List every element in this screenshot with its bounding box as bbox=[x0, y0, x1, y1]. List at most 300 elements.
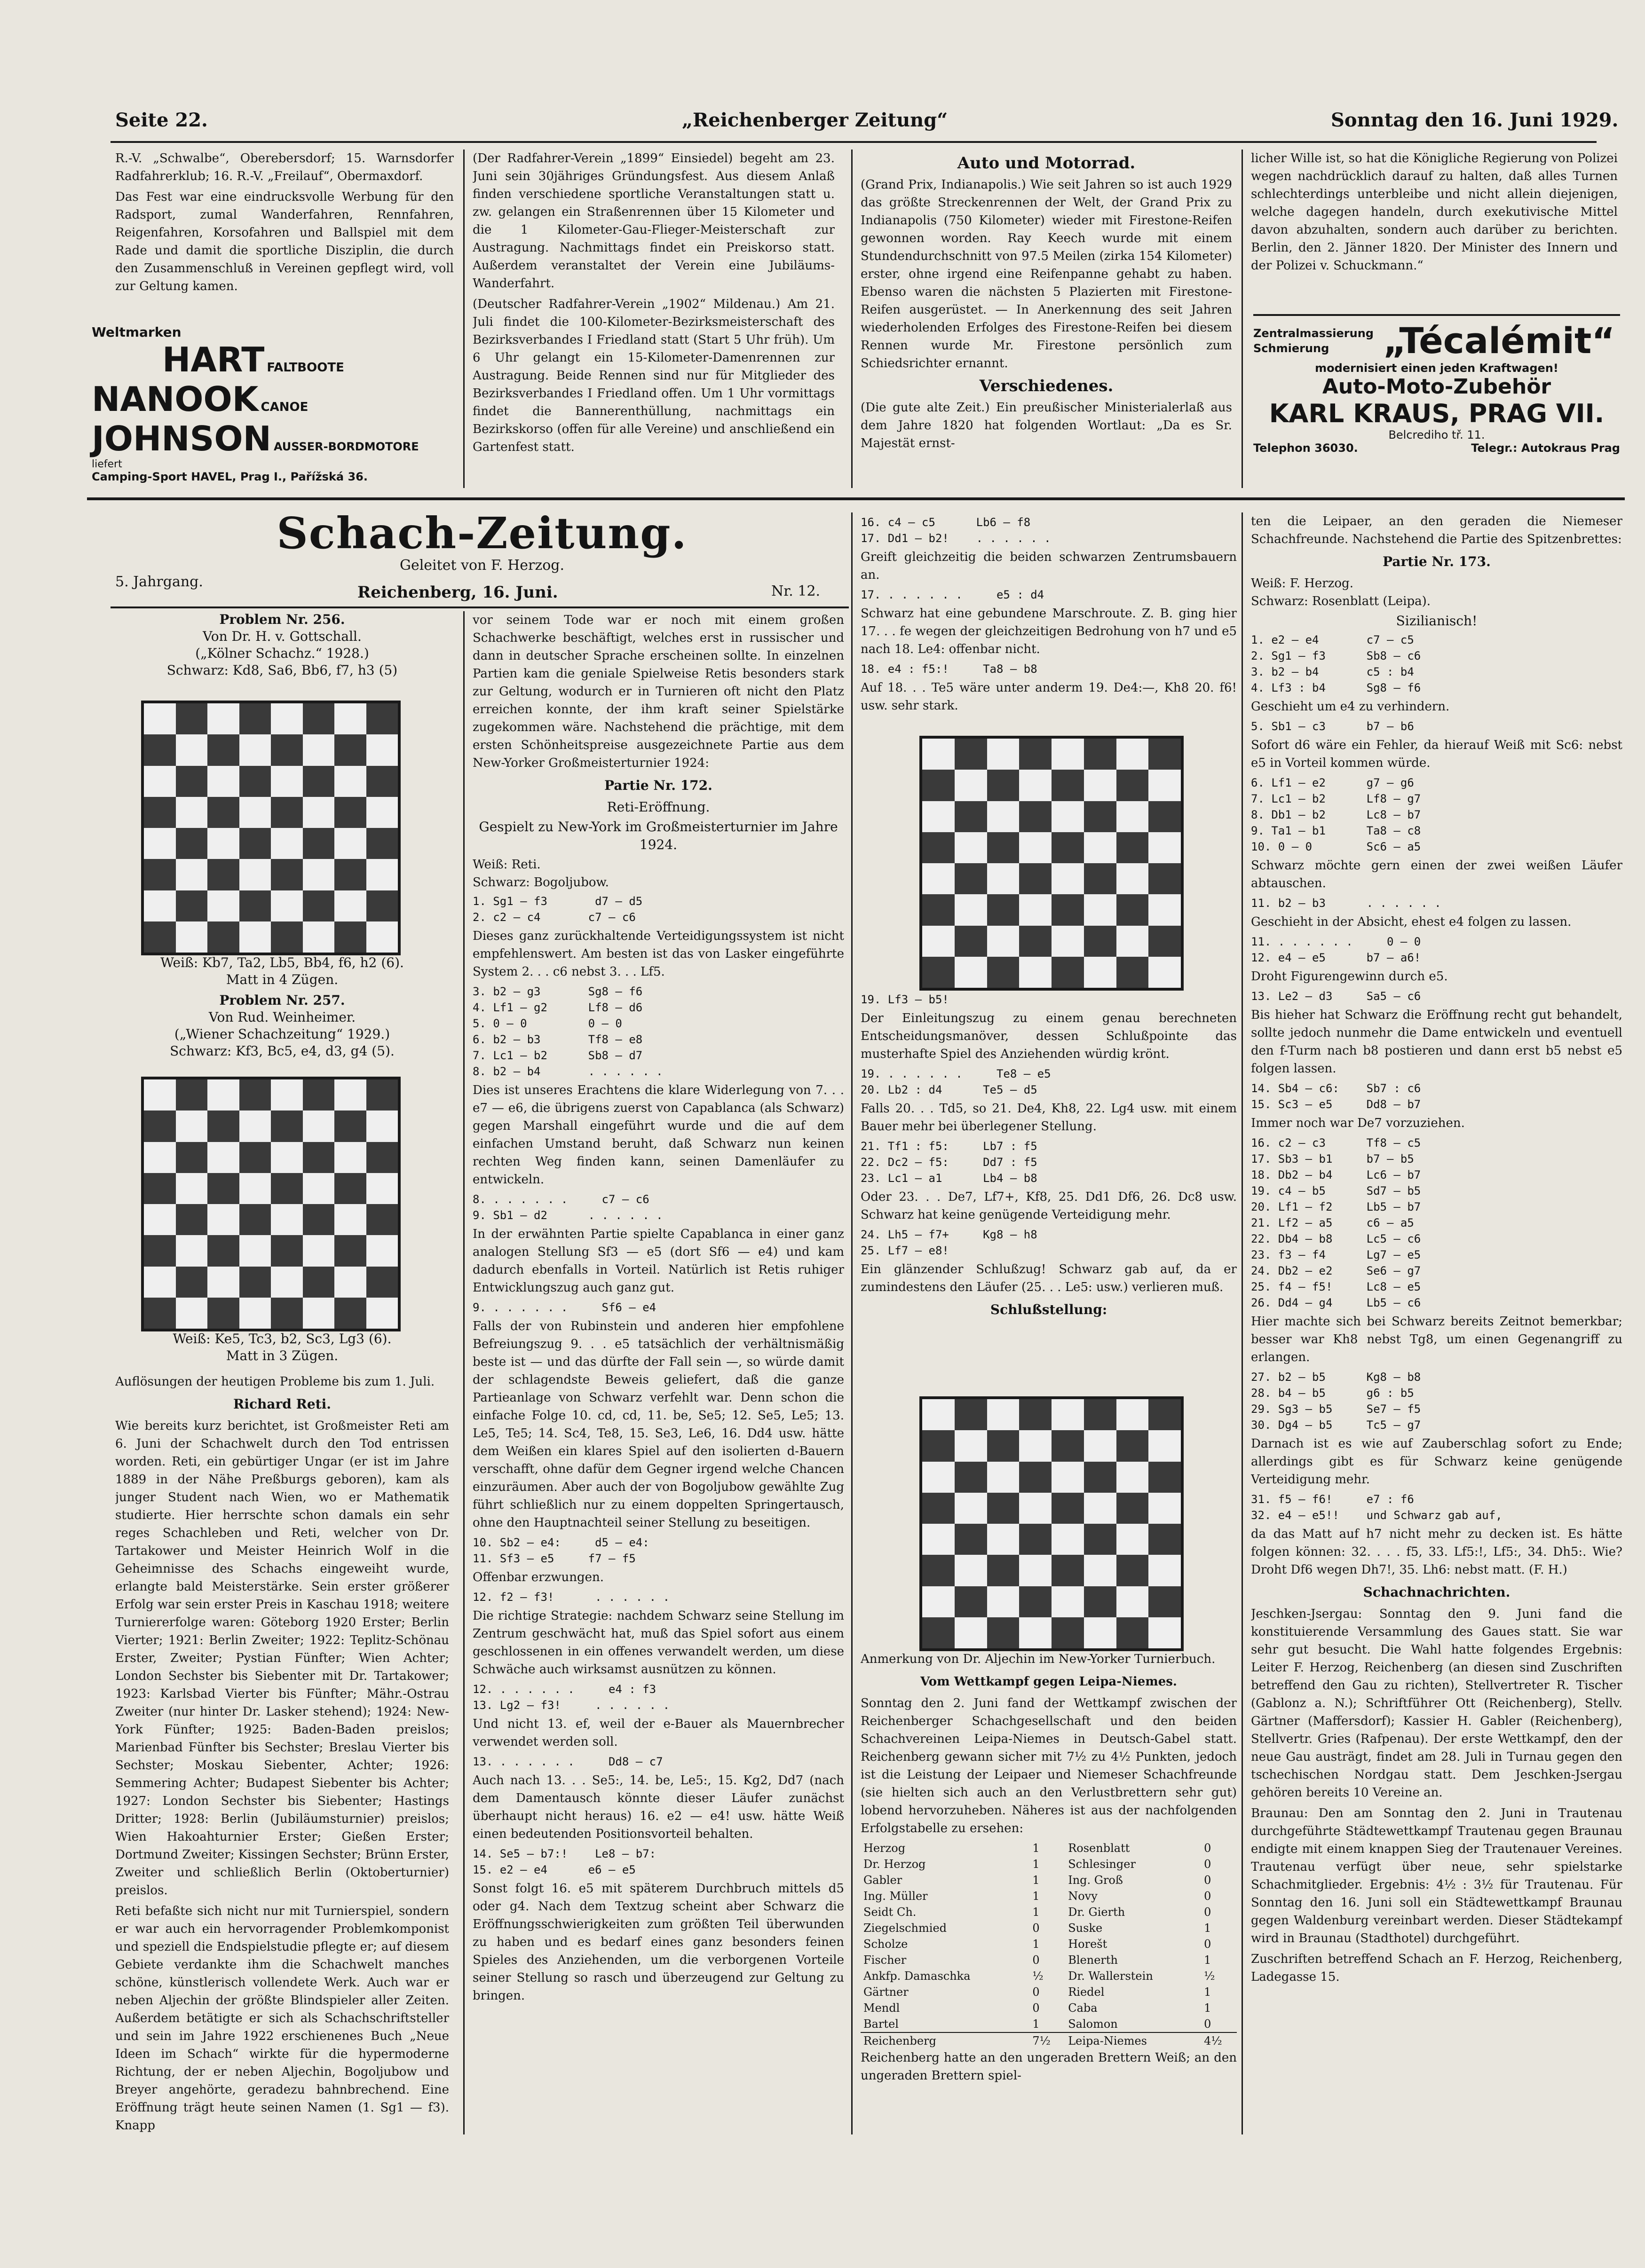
board-square bbox=[987, 1524, 1020, 1555]
board-square bbox=[239, 797, 271, 828]
board-square bbox=[334, 1079, 366, 1110]
note: Oder 23. . . De7, Lf7+, Kf8, 25. Dd1 Df6, 26. Dc8 usw. Schwarz hat keine genügende Verteidigung mehr. bbox=[861, 1190, 1237, 1222]
moves: 19. . . . . . . Te8 — e5 20. Lb2 : d4 Te5 — d5 bbox=[861, 1067, 1051, 1096]
result-cell: 1 bbox=[1204, 1922, 1211, 1935]
solutions-note: Auflösungen der heutigen Probleme bis zum 1. Juli. bbox=[115, 1375, 435, 1389]
board-square bbox=[334, 921, 366, 953]
paragraph: Jeschken-Jsergau: Sonntag den 9. Juni fand die konstituierende Versammlung des Gaues statt. Sie war sehr gut besucht. Die Wahl hatte folgendes Ergebnis: Leiter F. Herzog, Reichenberg (an diesen sind Zuschriften betreffend den Gau zu richten), Stellvertreter R. Tischer (Gablonz a. N.); Schriftführer Ott (Reichenberg), Stellv. Gärtner (Maffersdorf); Kassier H. Gabler (Reichenberg), Stellvertr. Gries (Rafpenau). Der erste Wettkampf, den der neue Gau austrägt, findet am 28. Juli in Turnau gegen den tschechischen Nordgau statt. Dem Jeschken-Jsergau gehören bereits 10 Vereine an. bbox=[1251, 1607, 1622, 1800]
moves: 9. . . . . . . Sf6 — e4 bbox=[473, 1301, 656, 1314]
board-square bbox=[176, 921, 208, 953]
board-square bbox=[207, 797, 239, 828]
note: da das Matt auf h7 nicht mehr zu decken ist. Es hätte folgen können: 32. . . . f5, 33. Lf5:!, Lf5:, 34. Dh5:. Wie? Droht Df6 wegen Dh7!, 35. Lh6: nebst matt. (F. H.) bbox=[1251, 1527, 1622, 1577]
board-square bbox=[922, 1493, 955, 1524]
board-square bbox=[1052, 1493, 1084, 1524]
board-square bbox=[987, 1617, 1020, 1648]
board-square bbox=[1148, 1462, 1181, 1493]
ad-line: KARL KRAUS, PRAG VII. bbox=[1269, 399, 1605, 428]
board-square bbox=[239, 1235, 271, 1266]
partie-172-title: Partie Nr. 172. bbox=[604, 778, 712, 793]
board-square bbox=[144, 1142, 176, 1173]
board-square bbox=[176, 703, 208, 734]
moves: 27. b2 — b5 Kg8 — b8 28. b4 — b5 g6 : b5 29. Sg3 — b5 Se7 — f5 30. Dg4 — b5 Tc5 — g7 bbox=[1251, 1370, 1421, 1432]
note: In der erwähnten Partie spielte Capablanca in einer ganz analogen Stellung Sf3 — e5 (dort Sf6 — e4) und kam dadurch ebenfalls in Vorteil. Natürlich ist Retis ruhiger Entwicklungszug auch ganz gut. bbox=[473, 1227, 844, 1295]
paragraph: ten die Leipaer, an den geraden die Niemeser Schachfreunde. Nachstehend die Partie des Spitzenbrettes: bbox=[1251, 514, 1622, 546]
board-square bbox=[922, 926, 955, 957]
board-square bbox=[922, 894, 955, 925]
note: Darnach ist es wie auf Zauberschlag sofort zu Ende; allerdings gibt es für Schwarz keine genügende Verteidigung mehr. bbox=[1251, 1437, 1622, 1487]
result-cell: ½ bbox=[1204, 1969, 1215, 1983]
board-square bbox=[987, 832, 1020, 863]
paragraph: R.-V. „Schwalbe“, Oberebersdorf; 15. Warnsdorfer Radfahrerklub; 16. R.-V. „Freilauf“, Obermaxdorf. bbox=[115, 151, 454, 183]
board-square bbox=[1116, 894, 1149, 925]
board-square bbox=[987, 1399, 1020, 1430]
misc-heading: Verschiedenes. bbox=[979, 377, 1114, 395]
board-square bbox=[1084, 1399, 1116, 1430]
board-square bbox=[1148, 801, 1181, 832]
chess-title: Schach-Zeitung. bbox=[277, 508, 688, 559]
board-square bbox=[144, 1110, 176, 1142]
board-square bbox=[144, 1267, 176, 1298]
board-square bbox=[176, 828, 208, 859]
moves: 11. b2 — b3 . . . . . . bbox=[1251, 897, 1441, 910]
board-square bbox=[207, 828, 239, 859]
news-heading: Schachnachrichten. bbox=[1363, 1584, 1511, 1600]
chess-number: Nr. 12. bbox=[771, 583, 821, 599]
top-column-2 bbox=[473, 150, 835, 488]
result-cell: Fischer bbox=[863, 1953, 907, 1967]
ad-phone: Telephon 36030. bbox=[1253, 441, 1358, 455]
board-square bbox=[366, 1079, 398, 1110]
result-cell: Ankfp. Damaschka bbox=[863, 1969, 971, 1983]
board-square bbox=[987, 1555, 1020, 1586]
ad-telegram: Telegr.: Autokraus Prag bbox=[1471, 441, 1620, 455]
board-square bbox=[1148, 832, 1181, 863]
board-square bbox=[1019, 1617, 1052, 1648]
board-square bbox=[1116, 1430, 1149, 1461]
board-square bbox=[366, 1298, 398, 1329]
board-square bbox=[955, 801, 987, 832]
board-square bbox=[239, 766, 271, 797]
board-square bbox=[271, 859, 303, 890]
ad-line: Zentralmassierung bbox=[1253, 326, 1374, 340]
board-square bbox=[922, 1462, 955, 1493]
result-cell: 0 bbox=[1032, 2001, 1040, 2015]
board-square bbox=[1019, 926, 1052, 957]
board-square bbox=[1084, 1462, 1116, 1493]
column-rule bbox=[851, 150, 853, 488]
chess-column-4 bbox=[1251, 512, 1622, 2134]
board-square bbox=[1019, 770, 1052, 801]
chess-editor: Geleitet von F. Herzog. bbox=[399, 557, 564, 574]
problem-title: Problem Nr. 257. bbox=[219, 992, 345, 1008]
note: Auch nach 13. . . Se5:, 14. be, Le5:, 15. Kg2, Dd7 (nach dem Damentausch könnte dieser Läufer zunächst überhaupt nicht heraus) 16. e2 — e4! usw. hätte Weiß einen bedeutenden Positionsvorteil behalten. bbox=[473, 1773, 844, 1841]
top-column-3 bbox=[861, 150, 1232, 488]
board-square bbox=[271, 797, 303, 828]
board-square bbox=[239, 1173, 271, 1204]
board-square bbox=[955, 770, 987, 801]
moves: 11. . . . . . . 0 — 0 12. e4 — e5 b7 — a6! bbox=[1251, 935, 1421, 964]
moves: 16. c2 — c3 Tf8 — c5 17. Sb3 — b1 b7 — b5 18. Db2 — b4 Lc6 — b7 19. c4 — b5 Sd7 — b5 20. Lf1 — f2 Lb5 — b7 21. Lf2 — a5 c6 — a5 22. Db4 — b8 Lc5 — c6 23. f3 — f4 Lg7 — e5 24. Db2 — e2 Se6 — g7 25. f4 — f5! Lc8 — e5 26. Dd4 — g4 Lb5 — c6 bbox=[1251, 1136, 1421, 1309]
board-square bbox=[271, 921, 303, 953]
result-cell: Herzog bbox=[863, 1842, 906, 1855]
board-square bbox=[144, 921, 176, 953]
board-square bbox=[271, 1204, 303, 1235]
moves: 1. Sg1 — f3 d7 — d5 2. c2 — c4 c7 — c6 bbox=[473, 895, 643, 924]
board-square bbox=[1052, 863, 1084, 894]
board-square bbox=[1148, 894, 1181, 925]
result-cell: 1 bbox=[1204, 1985, 1211, 1999]
moves: 12. f2 — f3! . . . . . . bbox=[473, 1591, 670, 1604]
board-square bbox=[303, 921, 335, 953]
board-square bbox=[1084, 894, 1116, 925]
result-cell: Ing. Müller bbox=[863, 1890, 928, 1903]
board-square bbox=[207, 1235, 239, 1266]
result-cell: 1 bbox=[1032, 1937, 1040, 1951]
board-square bbox=[1019, 1430, 1052, 1461]
board-square bbox=[1019, 863, 1052, 894]
note: Geschieht in der Absicht, ehest e4 folgen zu lassen. bbox=[1251, 915, 1572, 929]
total-team-b: Leipa-Niemes bbox=[1068, 2034, 1147, 2048]
note: Sonst folgt 16. e5 mit späterem Durchbruch mittels d5 oder g4. Nach dem Textzug scheint aber Schwarz die Eröffnungsschwierigkeiten zum größten Teil überwunden zu haben und es bedarf eines ganz besonders feinen Spieles des Anziehenden, um die verborgenen Vorteile seiner Stellung so rasch und überzeugend zur Geltung zu bringen. bbox=[473, 1882, 844, 2003]
board-square bbox=[207, 1173, 239, 1204]
board-square bbox=[1116, 801, 1149, 832]
result-cell: Suske bbox=[1068, 1922, 1103, 1935]
board-square bbox=[366, 1204, 398, 1235]
board-square bbox=[922, 957, 955, 988]
board-square bbox=[239, 890, 271, 921]
board-square bbox=[987, 894, 1020, 925]
paragraph: Reti befaßte sich nicht nur mit Turnierspiel, sondern er war auch ein hervorragender Problemkomponist und speziell die Endspielstudie pflegte er; auf diesem Gebiete verdankte ihm die Schachwelt manches schöne, künstlerisch vollendete Werk. Auch war er neben Aljechin der größte Blindspieler aller Zeiten. Außerdem betätigte er sich als Schachschriftsteller und sein im Jahre 1922 erschienenes Buch „Neue Ideen im Schach“ wirkte für die hypermoderne Richtung, der er neben Aljechin, Bogoljubow und Breyer angehörte, geradezu bahnbrechend. Eine Eröffnung trägt heute seinen Namen (1. Sg1 — f3). Knapp bbox=[115, 1904, 449, 2133]
board-square bbox=[207, 1267, 239, 1298]
moves: 13. . . . . . . Dd8 — c7 bbox=[473, 1755, 663, 1768]
board-square bbox=[239, 859, 271, 890]
result-cell: 0 bbox=[1032, 1953, 1040, 1967]
result-cell: 1 bbox=[1032, 1858, 1040, 1871]
note: Die richtige Strategie: nachdem Schwarz seine Stellung im Zentrum geschwächt hat, muß das Spiel sofort aus einem geschlossenen in ein offenes verwandelt werden, um diese Schwäche auch wirksamst ausnützen zu können. bbox=[473, 1609, 844, 1677]
board-square bbox=[334, 703, 366, 734]
match-result-row bbox=[861, 2016, 1237, 2032]
paragraph: (Der Radfahrer-Verein „1899“ Einsiedel) begeht am 23. Juni sein 30jähriges Gründungsfest. Aus diesem Anlaß finden verschiedene sportliche Veranstaltungen statt u. zw. gelangen ein Straßenrennen über 15 Kilometer und die 1 Kilometer-Gau-Flieger-Meisterschaft zur Austragung. Nachmittags findet ein Preiskorso statt. Außerdem veranstaltet der Verein eine Jubiläums-Wanderfahrt. bbox=[473, 151, 835, 291]
note: Bis hieher hat Schwarz die Eröffnung recht gut behandelt, sollte jedoch nunmehr die Dame entwickeln und eventuell den f-Turm nach b8 postieren und dann erst b5 nebst e5 folgen lassen. bbox=[1251, 1008, 1622, 1076]
result-cell: Novy bbox=[1068, 1890, 1098, 1903]
moves: 10. Sb2 — e4: d5 — e4: 11. Sf3 — e5 f7 — f5 bbox=[473, 1536, 649, 1565]
board-square bbox=[176, 859, 208, 890]
board-square bbox=[955, 1617, 987, 1648]
partie-172-white: Weiß: Reti. bbox=[473, 858, 541, 872]
ad-liefert: liefert bbox=[92, 458, 122, 470]
note: Und nicht 13. ef, weil der e-Bauer als Mauernbrecher verwendet werden soll. bbox=[473, 1717, 844, 1749]
moves: 21. Tf1 : f5: Lb7 : f5 22. Dc2 — f5: Dd7 : f5 23. Lc1 — a1 Lb4 — b8 bbox=[861, 1140, 1037, 1185]
board-square bbox=[271, 1079, 303, 1110]
issue-date: Sonntag den 16. Juni 1929. bbox=[1331, 109, 1619, 131]
board-square bbox=[922, 801, 955, 832]
board-square bbox=[176, 890, 208, 921]
board-square bbox=[1019, 801, 1052, 832]
board-square bbox=[334, 1267, 366, 1298]
board-square bbox=[366, 890, 398, 921]
board-square bbox=[1019, 832, 1052, 863]
board-square bbox=[207, 766, 239, 797]
board-square bbox=[1052, 957, 1084, 988]
moves: 5. Sb1 — c3 b7 — b6 bbox=[1251, 720, 1414, 733]
board-square bbox=[207, 890, 239, 921]
board-square bbox=[176, 1173, 208, 1204]
board-square bbox=[955, 863, 987, 894]
moves: 18. e4 : f5:! Ta8 — b8 bbox=[861, 662, 1037, 676]
result-cell: 1 bbox=[1204, 1953, 1211, 1967]
match-result-row bbox=[861, 1904, 1237, 1920]
match-result-row bbox=[861, 1888, 1237, 1904]
board-square bbox=[987, 1493, 1020, 1524]
board-square bbox=[303, 1298, 335, 1329]
board-square bbox=[1052, 894, 1084, 925]
board-square bbox=[1084, 1524, 1116, 1555]
result-cell: Ing. Groß bbox=[1068, 1874, 1123, 1887]
board-square bbox=[207, 1298, 239, 1329]
chess-place-date: Reichenberg, 16. Juni. bbox=[357, 583, 558, 602]
board-square bbox=[239, 828, 271, 859]
paragraph: (Grand Prix, Indianapolis.) Wie seit Jahren so ist auch 1929 das größte Streckenrennen der Welt, der Grand Prix zu Indianapolis (750 Kilometer) wieder mit Firestone-Reifen gewonnen worden. Ray Keech wurde mit einem Stundendurchschnitt von 97.5 Meilen (zirka 154 Kilometer) erster, ohne irgend eine Reifenpanne gehabt zu haben. Ebenso waren die nächsten 5 Plazierten mit Firestone-Reifen ausgerüstet. — In Anerkennung des seit Jahren wiederholenden Erfolges des Firestone-Reifen bei diesem Rennen wurde Mr. Firestone persönlich zum Schiedsrichter ernannt. bbox=[861, 178, 1232, 370]
board-square bbox=[366, 1267, 398, 1298]
board-square bbox=[366, 1142, 398, 1173]
paragraph: (Die gute alte Zeit.) Ein preußischer Ministerialerlaß aus dem Jahre 1820 hat folgenden Wortlaut: „Da es Sr. Majestät ernst- bbox=[861, 401, 1232, 450]
problem-source: („Wiener Schachzeitung“ 1929.) bbox=[174, 1026, 390, 1042]
board-square bbox=[271, 890, 303, 921]
result-cell: Caba bbox=[1068, 2001, 1098, 2015]
paragraph: Reichenberg hatte an den ungeraden Brettern Weiß; an den ungeraden Brettern spiel- bbox=[861, 2051, 1237, 2083]
board-square bbox=[1084, 926, 1116, 957]
board-square bbox=[176, 1142, 208, 1173]
board-square bbox=[303, 766, 335, 797]
board-square bbox=[1052, 1586, 1084, 1617]
board-square bbox=[1052, 739, 1084, 770]
board-square bbox=[144, 797, 176, 828]
result-cell: Gärtner bbox=[863, 1985, 909, 1999]
board-square bbox=[239, 1079, 271, 1110]
top-column-1 bbox=[115, 150, 454, 305]
partie-173-title: Partie Nr. 173. bbox=[1383, 554, 1491, 569]
page-number: Seite 22. bbox=[115, 109, 208, 131]
result-cell: Riedel bbox=[1068, 1985, 1105, 1999]
ad-label: Weltmarken bbox=[92, 324, 182, 340]
ad-line: Auto-Moto-Zubehör bbox=[1322, 375, 1551, 399]
board-square bbox=[1148, 739, 1181, 770]
board-square bbox=[303, 1204, 335, 1235]
problem-257 bbox=[113, 992, 451, 1060]
board-square bbox=[1148, 1555, 1181, 1586]
problem-title: Problem Nr. 256. bbox=[219, 612, 345, 627]
board-square bbox=[144, 1298, 176, 1329]
board-square bbox=[271, 703, 303, 734]
board-square bbox=[1084, 770, 1116, 801]
result-cell: 0 bbox=[1204, 1937, 1211, 1951]
board-square bbox=[334, 797, 366, 828]
board-square bbox=[1052, 1524, 1084, 1555]
ad-line: Belcrediho tř. 11. bbox=[1388, 428, 1485, 441]
board-square bbox=[144, 890, 176, 921]
board-square bbox=[303, 703, 335, 734]
board-square bbox=[303, 1235, 335, 1266]
moves: 13. Le2 — d3 Sa5 — c6 bbox=[1251, 990, 1421, 1003]
note: Hier machte sich bei Schwarz bereits Zeitnot bemerkbar; besser war Kh8 nebst Tg8, um einen Gegenangriff zu erlangen. bbox=[1251, 1315, 1622, 1364]
problem-256-footer bbox=[113, 954, 451, 988]
board-square bbox=[303, 1142, 335, 1173]
moves: 24. Lh5 — f7+ Kg8 — h8 25. Lf7 — e8! bbox=[861, 1228, 1037, 1257]
problem-black: Schwarz: Kf3, Bc5, e4, d3, g4 (5). bbox=[170, 1043, 395, 1059]
board-square bbox=[955, 739, 987, 770]
match-result-row bbox=[861, 1952, 1237, 1968]
board-square bbox=[176, 1235, 208, 1266]
board-square bbox=[239, 1110, 271, 1142]
annotation-source: Anmerkung von Dr. Aljechin im New-Yorker Turnierbuch. bbox=[861, 1652, 1216, 1666]
chess-board-problem-256 bbox=[141, 701, 401, 955]
match-result-row bbox=[861, 1936, 1237, 1952]
auto-heading: Auto und Motorrad. bbox=[957, 154, 1136, 173]
problem-author: Von Dr. H. v. Gottschall. bbox=[203, 629, 362, 644]
board-square bbox=[144, 766, 176, 797]
result-cell: 0 bbox=[1204, 1890, 1211, 1903]
board-square bbox=[922, 863, 955, 894]
result-cell: 0 bbox=[1204, 1906, 1211, 1919]
moves: 19. Lf3 — b5! bbox=[861, 993, 949, 1006]
board-square bbox=[334, 766, 366, 797]
board-square bbox=[955, 1430, 987, 1461]
board-square bbox=[955, 832, 987, 863]
partie-172-black: Schwarz: Bogoljubow. bbox=[473, 875, 609, 890]
board-square bbox=[1116, 1493, 1149, 1524]
board-square bbox=[271, 734, 303, 765]
result-cell: 0 bbox=[1204, 2017, 1211, 2031]
board-square bbox=[303, 828, 335, 859]
match-result-row bbox=[861, 1872, 1237, 1888]
board-square bbox=[1116, 957, 1149, 988]
board-square bbox=[1052, 926, 1084, 957]
board-square bbox=[176, 1110, 208, 1142]
board-square bbox=[207, 921, 239, 953]
board-square bbox=[1084, 1555, 1116, 1586]
result-cell: Rosenblatt bbox=[1068, 1842, 1130, 1855]
board-square bbox=[1148, 1617, 1181, 1648]
board-square bbox=[176, 734, 208, 765]
hart-ad bbox=[92, 324, 454, 494]
problem-257-footer bbox=[113, 1331, 451, 1364]
board-square bbox=[1019, 1555, 1052, 1586]
partie-173-black: Schwarz: Rosenblatt (Leipa). bbox=[1251, 594, 1431, 608]
board-square bbox=[1084, 801, 1116, 832]
board-square bbox=[987, 957, 1020, 988]
board-square bbox=[366, 703, 398, 734]
board-square bbox=[1116, 739, 1149, 770]
board-square bbox=[271, 1298, 303, 1329]
board-square bbox=[987, 801, 1020, 832]
note: Auf 18. . . Te5 wäre unter anderm 19. De4:—, Kh8 20. f6! usw. sehr stark. bbox=[861, 681, 1237, 713]
paragraph: Sonntag den 2. Juni fand der Wettkampf zwischen der Reichenberger Schachgesellschaft und den beiden Schachvereinen Leipa-Niemes in Deutsch-Gabel statt. Reichenberg gewann sicher mit 7½ zu 4½ Punkten, jedoch ist die Leistung der Leipaer und Niemeser Schachfreunde (sie hielten sich auch an den Verlustbrettern sehr gut) lobend hervorzuheben. Näheres ist aus der nachfolgenden Erfolgstabelle zu ersehen: bbox=[861, 1696, 1237, 1835]
result-cell: 1 bbox=[1032, 1874, 1040, 1887]
partie-172-event: Gespielt zu New-York im Großmeisterturnier im Jahre 1924. bbox=[479, 819, 838, 852]
board-square bbox=[1052, 770, 1084, 801]
board-square bbox=[987, 863, 1020, 894]
board-square bbox=[1116, 1462, 1149, 1493]
chess-column-3-middle bbox=[861, 990, 1237, 1380]
brand-nanook: NANOOK bbox=[92, 379, 259, 419]
board-square bbox=[334, 1142, 366, 1173]
board-square bbox=[955, 957, 987, 988]
board-square bbox=[303, 797, 335, 828]
board-square bbox=[366, 921, 398, 953]
board-square bbox=[1148, 863, 1181, 894]
note: Ein glänzender Schlußzug! Schwarz gab auf, da er zumindestens den Läufer (25. . . Le5: usw.) verlieren muß. bbox=[861, 1262, 1237, 1294]
board-square bbox=[366, 859, 398, 890]
brand-nanook-suffix: CANOE bbox=[261, 400, 308, 414]
board-square bbox=[1116, 1617, 1149, 1648]
board-square bbox=[144, 1235, 176, 1266]
board-square bbox=[271, 1173, 303, 1204]
match-result-row bbox=[861, 2000, 1237, 2016]
problem-task: Matt in 4 Zügen. bbox=[226, 972, 339, 987]
board-square bbox=[366, 734, 398, 765]
chess-column-3-upper bbox=[861, 512, 1237, 729]
board-square bbox=[922, 1399, 955, 1430]
board-square bbox=[1052, 801, 1084, 832]
top-column-4 bbox=[1251, 150, 1618, 305]
board-square bbox=[922, 832, 955, 863]
note: Immer noch war De7 vorzuziehen. bbox=[1251, 1116, 1465, 1130]
board-square bbox=[1116, 1524, 1149, 1555]
board-square bbox=[271, 1267, 303, 1298]
chess-column-3-lower bbox=[861, 1650, 1237, 2134]
board-square bbox=[176, 1298, 208, 1329]
moves: 8. . . . . . . c7 — c6 9. Sb1 — d2 . . . . . . bbox=[473, 1193, 663, 1222]
board-square bbox=[922, 1430, 955, 1461]
board-square bbox=[1116, 832, 1149, 863]
problem-black: Schwarz: Kd8, Sa6, Bb6, f7, h3 (5) bbox=[166, 662, 398, 678]
moves: 31. f5 — f6! e7 : f6 32. e4 — e5!! und Schwarz gab auf, bbox=[1251, 1493, 1503, 1522]
board-square bbox=[334, 890, 366, 921]
result-cell: Blenerth bbox=[1068, 1953, 1118, 1967]
board-square bbox=[1019, 1493, 1052, 1524]
note: Dieses ganz zurückhaltende Verteidigungssystem ist nicht empfehlenswert. Am besten ist das von Lasker eingeführte System 2. . . c6 nebst 3. . . Lf5. bbox=[473, 929, 844, 979]
board-square bbox=[366, 828, 398, 859]
moves: 17. . . . . . . e5 : d4 bbox=[861, 588, 1044, 601]
moves: 12. . . . . . . e4 : f3 13. Lg2 — f3! . . . . . . bbox=[473, 1683, 670, 1712]
board-square bbox=[334, 1298, 366, 1329]
board-square bbox=[922, 1555, 955, 1586]
tecalemit-ad bbox=[1253, 314, 1620, 498]
board-square bbox=[303, 734, 335, 765]
total-team-a: Reichenberg bbox=[863, 2034, 936, 2048]
board-square bbox=[303, 890, 335, 921]
board-square bbox=[144, 703, 176, 734]
result-cell: Horešt bbox=[1068, 1937, 1107, 1951]
section-rule bbox=[87, 497, 1625, 500]
board-square bbox=[1052, 1399, 1084, 1430]
board-square bbox=[334, 1173, 366, 1204]
board-square bbox=[334, 1110, 366, 1142]
note: Dies ist unseres Erachtens die klare Widerlegung von 7. . . e7 — e6, die übrigens zuerst von Capablanca (als Schwarz) gegen Marshall eingeführt wurde und die auf dem einfachen Umstand beruht, daß Schwarz nun keinen rechten Weg finden kann, seinen Damenläufer zu entwickeln. bbox=[473, 1083, 844, 1187]
board-square bbox=[922, 1586, 955, 1617]
board-square bbox=[1084, 1493, 1116, 1524]
board-square bbox=[239, 1267, 271, 1298]
board-square bbox=[955, 1555, 987, 1586]
board-square bbox=[987, 770, 1020, 801]
note: Sofort d6 wäre ein Fehler, da hierauf Weiß mit Sc6: nebst e5 in Vorteil kommen würde. bbox=[1251, 738, 1622, 770]
match-result-row bbox=[861, 1856, 1237, 1872]
moves: 14. Sb4 — c6: Sb7 : c6 15. Sc3 — e5 Dd8 — b7 bbox=[1251, 1082, 1421, 1111]
result-cell: Salomon bbox=[1068, 2017, 1118, 2031]
board-square bbox=[1148, 926, 1181, 957]
problem-author: Von Rud. Weinheimer. bbox=[208, 1009, 356, 1025]
board-square bbox=[271, 828, 303, 859]
